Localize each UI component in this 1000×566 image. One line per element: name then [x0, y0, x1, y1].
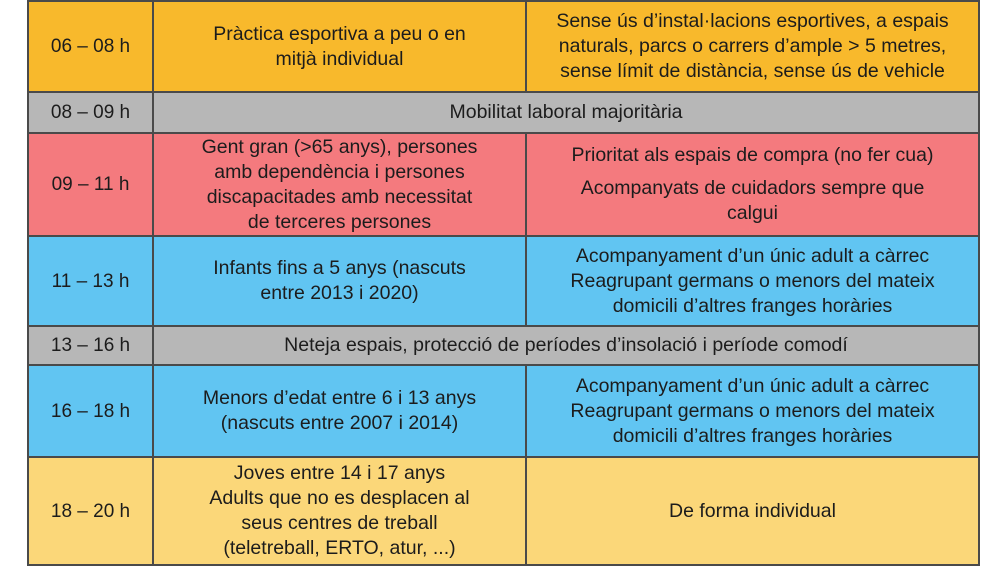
- time-slot-cell: 16 – 18 h: [28, 365, 153, 457]
- group-line: Gent gran (>65 anys), persones: [201, 135, 478, 158]
- group-line: discapacitades amb necessitat: [206, 185, 473, 208]
- table-row: [28, 365, 979, 457]
- group-line: Joves entre 14 i 17 anys: [233, 462, 446, 484]
- conditions-line: Reagrupant germans o menors del mateix: [570, 399, 935, 422]
- conditions-line: Acompanyament d’un únic adult a càrrec: [575, 374, 930, 397]
- time-slot-cell: 18 – 20 h: [28, 457, 153, 565]
- group-line: Menors d’edat entre 6 i 13 anys: [202, 387, 477, 409]
- table-row: [28, 92, 979, 133]
- spacer: [535, 168, 970, 176]
- table-row: [28, 236, 979, 326]
- group-cell: [153, 133, 526, 236]
- conditions-line: naturals, parcs o carrers d’ample > 5 metres,: [558, 35, 947, 57]
- conditions-line: Reagrupant germans o menors del mateix: [570, 269, 935, 292]
- group-line: de terceres persones: [247, 210, 432, 233]
- group-line: mitjà individual: [275, 47, 404, 70]
- group-line: (teletreball, ERTO, atur, ...): [223, 537, 456, 559]
- time-slot-cell: 08 – 09 h: [28, 92, 153, 133]
- conditions-line: Sense ús d’instal·lacions esportives, a espais: [556, 10, 949, 32]
- conditions-line: domicili d’altres franges horàries: [612, 294, 893, 317]
- table-row: [28, 1, 979, 92]
- conditions-line: domicili d’altres franges horàries: [612, 424, 893, 447]
- span-cell: Mobilitat laboral majoritària: [153, 92, 979, 133]
- group-line: Pràctica esportiva a peu o en: [213, 22, 466, 45]
- span-cell: Neteja espais, protecció de períodes d’insolació i període comodí: [153, 326, 979, 365]
- group-line: (nascuts entre 2007 i 2014): [220, 412, 459, 434]
- time-slot-cell: 06 – 08 h: [28, 1, 153, 92]
- conditions-cell: [526, 133, 979, 236]
- group-cell: [153, 457, 526, 565]
- conditions-line: Acompanyats de cuidadors sempre que: [580, 177, 925, 199]
- conditions-cell: De forma individual: [526, 457, 979, 565]
- table-row: [28, 326, 979, 365]
- conditions-line: Acompanyament d’un únic adult a càrrec: [575, 244, 930, 267]
- time-slot-cell: 09 – 11 h: [28, 133, 153, 236]
- table-row: [28, 133, 979, 236]
- conditions-line: Prioritat als espais de compra (no fer cua): [571, 144, 934, 166]
- time-slot-cell: 11 – 13 h: [28, 236, 153, 326]
- group-cell: [153, 1, 526, 92]
- group-line: entre 2013 i 2020): [260, 282, 419, 304]
- conditions-line: calgui: [727, 202, 778, 224]
- group-line: amb dependència i persones: [214, 160, 465, 183]
- time-slot-cell: 13 – 16 h: [28, 326, 153, 365]
- conditions-cell: [526, 365, 979, 457]
- group-cell: [153, 365, 526, 457]
- group-line: seus centres de treball: [241, 512, 438, 534]
- group-cell: [153, 236, 526, 326]
- conditions-line: sense límit de distància, sense ús de vehicle: [560, 60, 945, 82]
- schedule-table: [27, 0, 980, 566]
- table-row: [28, 457, 979, 565]
- conditions-cell: [526, 236, 979, 326]
- group-line: Adults que no es desplacen al: [209, 487, 470, 509]
- group-line: Infants fins a 5 anys (nascuts: [213, 257, 466, 279]
- conditions-cell: [526, 1, 979, 92]
